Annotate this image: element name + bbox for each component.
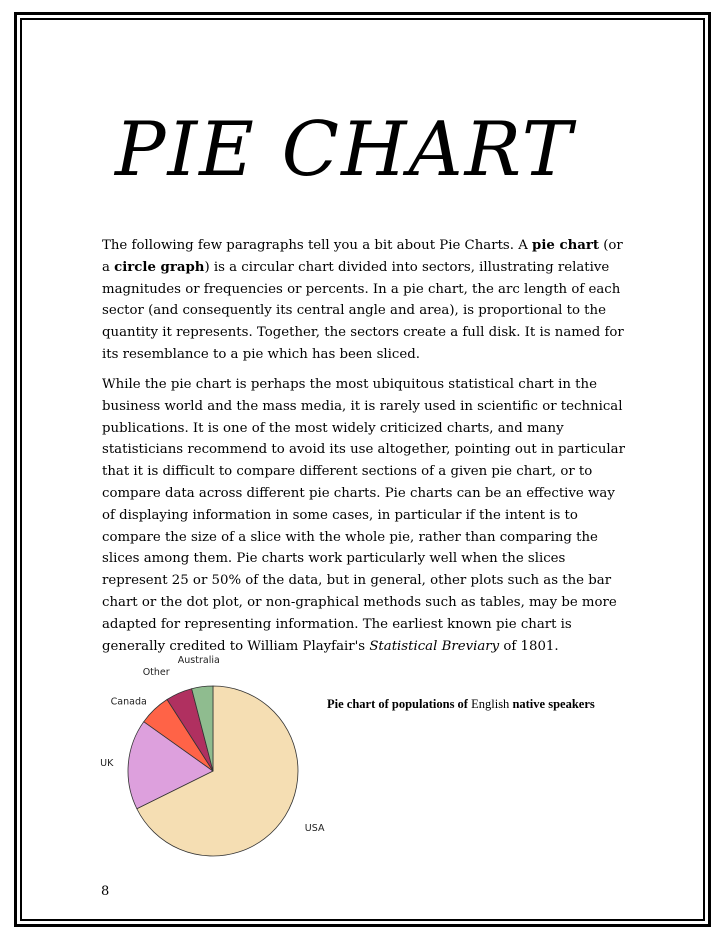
text-run: ) is a circular chart divided into sectors, illustrating relative magnitudes or frequencies or percents. In a pie chart, the arc length of each sector (and consequently its central angle and area), is proportional to the quantity it represents. Together, the sectors create a full disk. It is named for its resemblance to a pie which has been sliced. xyxy=(102,259,624,362)
page-number: 8 xyxy=(101,884,110,899)
text-run: (or a xyxy=(102,238,623,275)
paragraph-intro xyxy=(102,235,630,366)
paragraph-usage xyxy=(102,374,630,657)
pie-label-australia: Australia xyxy=(177,654,220,666)
text-run: The following few paragraphs tell you a bit about Pie Charts. A xyxy=(102,238,533,253)
pie-label-canada: Canada xyxy=(110,696,147,708)
caption-bold-part: Pie chart of populations of xyxy=(327,697,468,711)
pie-label-usa: USA xyxy=(304,822,325,834)
page-title: PIE CHART xyxy=(115,105,574,193)
book-title-statistical-breviary: Statistical Breviary xyxy=(369,638,500,654)
term-circle-graph: circle graph xyxy=(114,259,205,275)
pie-label-uk: UK xyxy=(100,758,114,770)
text-run: of 1801. xyxy=(499,638,559,654)
caption-bold-part: native speakers xyxy=(512,697,595,711)
chart-caption xyxy=(327,695,627,713)
text-run: While the pie chart is perhaps the most ubiquitous statistical chart in the business world and the mass media, it is rarely used in scientific or technical publications. It is one of the most widely criticized charts, and many statisticians recommend to avoid its use altogether, pointing out in particular that it is difficult to compare different sections of a given pie chart, or to compare data across different pie charts. Pie charts can be an effective way of displaying information in some cases, in particular if the intent is to compare the size of a slice with the whole pie, rather than comparing the slices among them. Pie charts work particularly well when the slices represent 25 or 50% of the data, but in general, other plots such as the bar chart or the dot plot, or non-graphical methods such as tables, may be more adapted for representing information. The earliest known pie chart is generally credited to William Playfair's xyxy=(102,377,625,654)
pie-chart xyxy=(95,654,335,868)
term-pie-chart: pie chart xyxy=(532,238,600,253)
caption-text: English xyxy=(467,697,513,711)
pie-label-other: Other xyxy=(142,667,170,679)
